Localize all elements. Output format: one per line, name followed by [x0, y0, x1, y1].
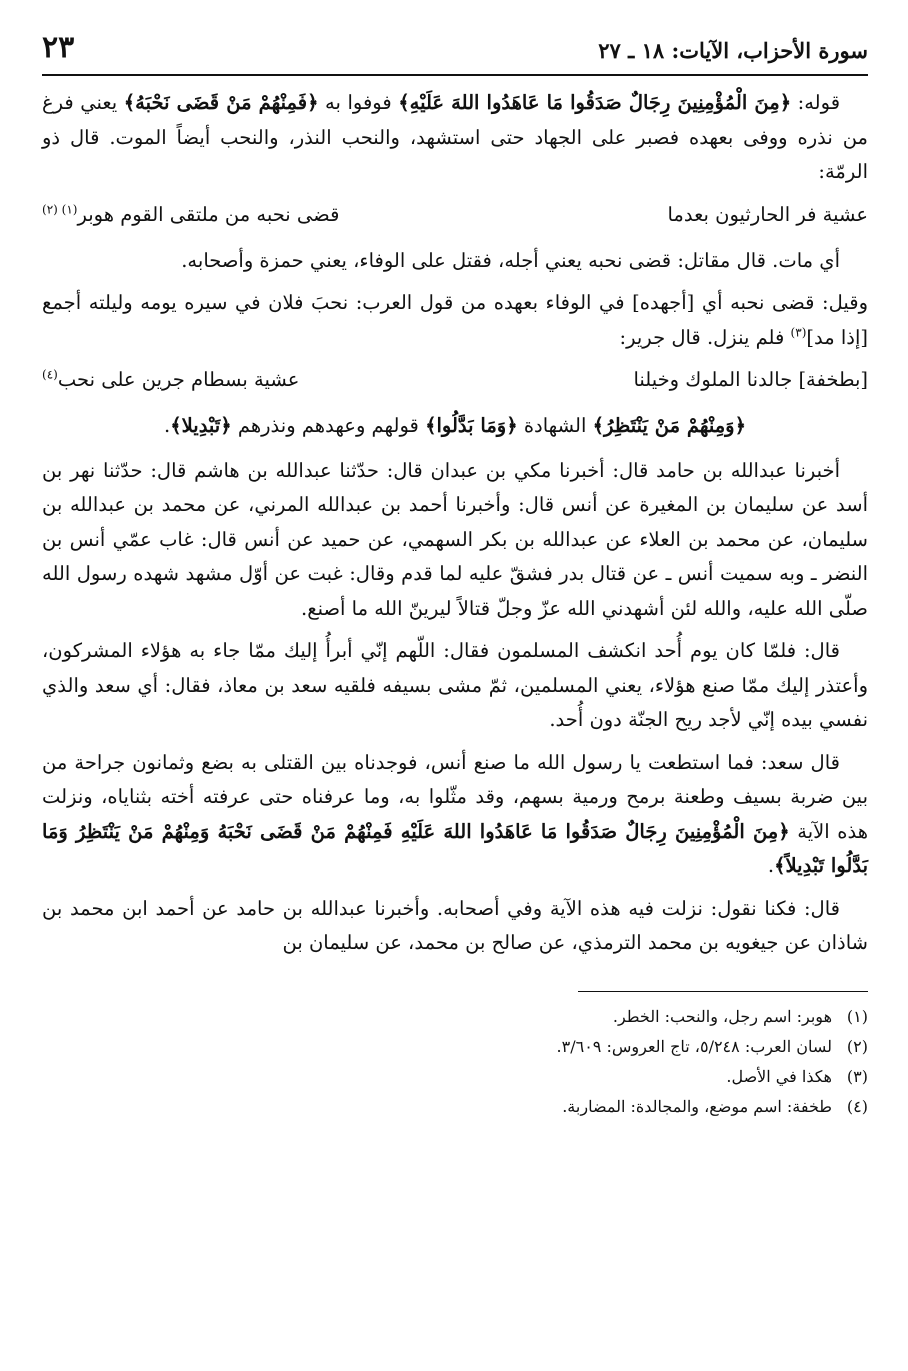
verse-hemistich-left [42, 363, 299, 397]
page-number: ٢٣ [42, 30, 75, 65]
footnote-number: (٣) [846, 1066, 868, 1086]
text: قال سعد: فما استطعت يا رسول الله ما صنع أنس، فوجدناه بين القتلى به بضع وثمانون جراحة من بين ضربة بسيف وطعنة برمح ورمية بسهم، وقد مثّلوا به، وما عرفناه حتى عرفته أخته بثناياه، ونزلت هذه الآية [42, 750, 869, 843]
text: فوفوا به [318, 91, 399, 114]
footnote-text: هوبر: اسم رجل، والنحب: الخطر. [612, 1006, 832, 1026]
text: يعني فرغ من نذره ووفى بعهده فصبر على الجهاد حتى استشهد، والنحب النذر، والنحب أيضاً الموت. قال ذو الرمّة: [42, 91, 868, 183]
text: . [164, 414, 171, 437]
text: قوله: [791, 91, 841, 114]
paragraph-1 [42, 86, 868, 190]
paragraph-3 [42, 286, 868, 355]
verse-hemistich-left [42, 198, 339, 232]
running-title: سورة الأحزاب، الآيات: ١٨ ـ ٢٧ [598, 38, 868, 63]
footnote [42, 1062, 868, 1092]
text: قولهم وعهدهم ونذرهم [231, 414, 426, 437]
footnote-number: (٤) [846, 1096, 868, 1116]
page-header [42, 28, 868, 76]
paragraph-6 [42, 746, 868, 884]
footnote-text: هكذا في الأصل. [726, 1066, 832, 1086]
verse-hemistich-right: عشية فر الحارثيون بعدما [667, 202, 868, 226]
paragraph-7: قال: فكنا نقول: نزلت فيه هذه الآية وفي أصحابه. وأخبرنا عبدالله بن حامد عن أحمد ابن محمد بن شاذان عن جيغويه بن محمد الترمذي، عن صالح بن محمد، عن سليمان بن [42, 896, 868, 954]
footnote-number: (٢) [846, 1036, 868, 1056]
footnote-ref: (١) (٢) [42, 202, 78, 216]
poetry-verse-2 [42, 363, 868, 397]
paragraph-4: أخبرنا عبدالله بن حامد قال: أخبرنا مكي بن عبدان قال: حدّثنا عبدالله بن هاشم قال: حدّثنا نهر بن أسد عن سليمان بن المغيرة عن أنس قال: وأخبرنا أحمد بن عبدالله المرني، عن محمد بن عبدالله بن سليمان، عن محمد بن العلاء عن عبدالله بن بكر السهمي، عن حميد عن أنس قال: غاب عمّي أنس بن النضر ـ وبه سميت أنس ـ عن قتال بدر فشقّ عليه لما قدم وقال: غبت عن أوّل مشهد شهده رسول الله صلّى الله عليه، والله لئن أشهدني الله عزّ وجلّ قتالاً ليرينّ الله ما أصنع. [42, 458, 868, 620]
text: قضى نحبه من ملتقى القوم هوبر [77, 202, 340, 226]
paragraph-2: أي مات. قال مقاتل: قضى نحبه يعني أجله، فقتل على الوفاء، يعني حمزة وأصحابه. [181, 248, 840, 272]
quran-quote: ﴿فَمِنْهُمْ مَنْ قَضَى نَحْبَهُ﴾ [123, 91, 319, 114]
quran-quote: ﴿وَمَا بَدَّلُوا﴾ [425, 414, 518, 437]
footnote [42, 1092, 868, 1122]
verse-hemistich-right: [بطخفة] جالدنا الملوك وخيلنا [633, 368, 868, 391]
paragraph-5: قال: فلمّا كان يوم أُحد انكشف المسلمون فقال: اللّهم إنّي أبرأُ إليك ممّا جاء به هؤلاء المشركون، وأعتذر إليك ممّا صنع هؤلاء، يعني المسلمين، ثمّ مشى بسيفه فلقيه سعد بن معاذ، فقال: أي سعد والذي نفسي بيده إنّي لأجد ريح الجنّة دون أُحد. [42, 639, 868, 731]
quran-quote: ﴿وَمِنْهُمْ مَنْ يَنْتَظِرُ﴾ [592, 414, 746, 437]
footnote-ref: (٤) [42, 367, 58, 382]
text: عشية بسطام جرين على نحب [57, 368, 300, 391]
footnotes [42, 1002, 868, 1122]
quran-quote: ﴿مِنَ الْمُؤْمِنِينَ رِجَالٌ صَدَقُوا مَا عَاهَدُوا اللهَ عَلَيْهِ﴾ [398, 91, 792, 114]
poetry-verse-1 [42, 198, 868, 232]
quran-quote: ﴿مِنَ الْمُؤْمِنِينَ رِجَالٌ صَدَقُوا مَا عَاهَدُوا اللهَ عَلَيْهِ فَمِنْهُمْ مَنْ قَضَى نَحْبَهُ وَمِنْهُمْ مَنْ يَنْتَظِرُ وَمَا بَدَّلُوا تَبْدِيلاً﴾ [42, 819, 868, 877]
footnote [42, 1032, 868, 1062]
footnote-text: لسان العرب: ٥/٢٤٨، تاج العروس: ٣/٦٠٩. [556, 1036, 832, 1056]
text: فلم ينزل. قال جرير: [619, 325, 791, 349]
text: الشهادة [517, 414, 593, 437]
footnote-ref: (٣) [790, 325, 807, 339]
text: وقيل: قضى نحبه أي [أجهده] في الوفاء بعهده من قول العرب: نحبَ فلان في سيره يومه وليلته أجمع [إذا مد] [42, 291, 868, 349]
footnote-number: (١) [846, 1006, 868, 1026]
page [42, 28, 868, 1348]
verse-commentary-line [42, 409, 868, 444]
page-body [42, 86, 868, 961]
footnote [42, 1002, 868, 1032]
quran-quote: ﴿تَبْدِيلا﴾ [170, 414, 232, 437]
footnote-text: طخفة: اسم موضع، والمجالدة: المضاربة. [562, 1096, 832, 1116]
text: . [767, 854, 775, 877]
footnote-divider [578, 991, 868, 992]
